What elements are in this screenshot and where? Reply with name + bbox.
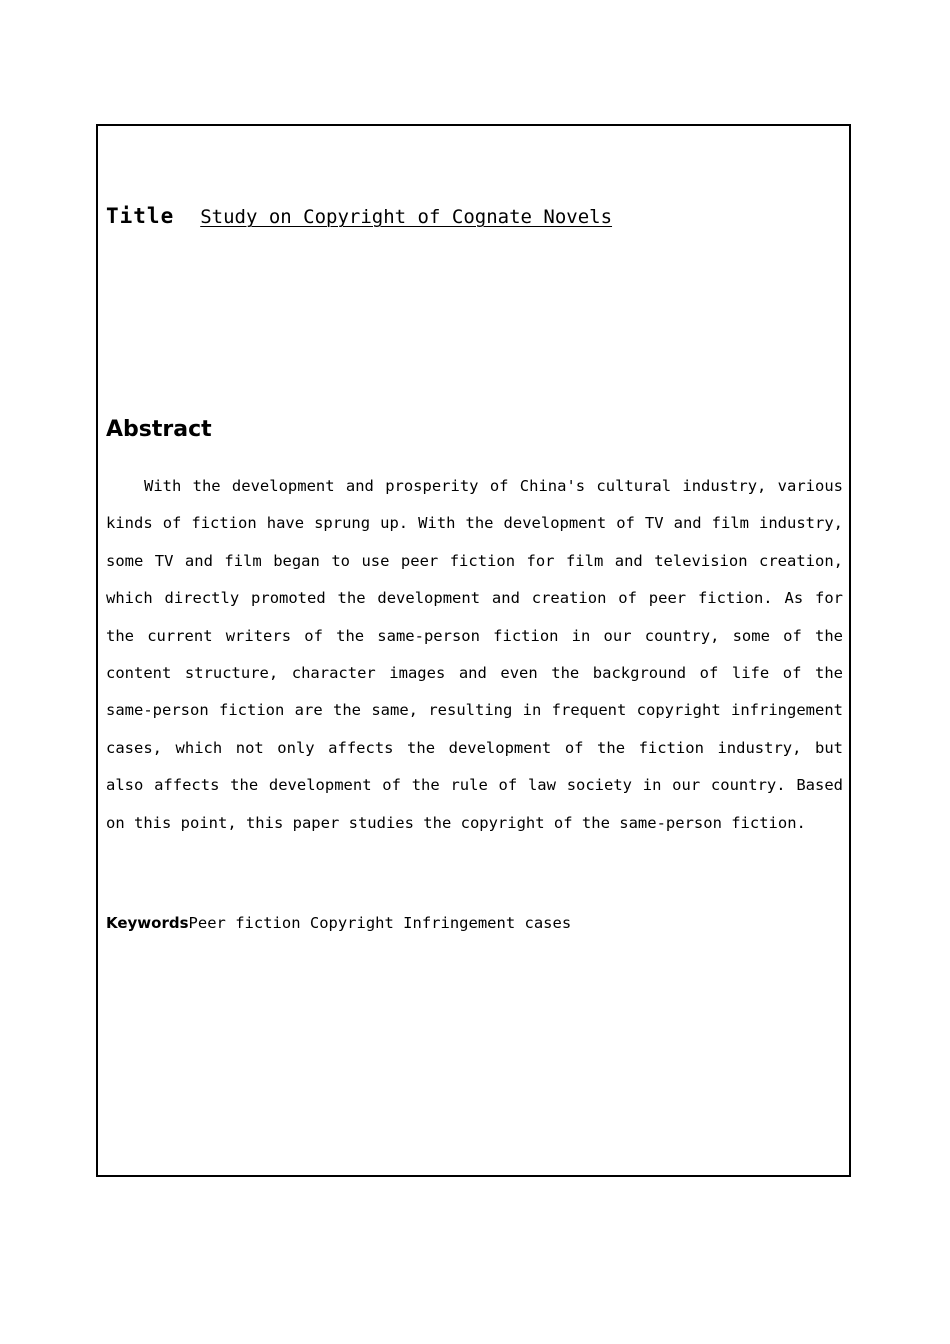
keywords-row (106, 914, 571, 932)
keywords-label: Keywords (106, 914, 189, 932)
title-text: Study on Copyright of Cognate Novels (200, 206, 613, 228)
title-row (106, 204, 612, 228)
keywords-text: Peer fiction Copyright Infringement cases (188, 914, 572, 932)
abstract-heading: Abstract (106, 417, 212, 442)
title-label: Title (106, 204, 175, 228)
abstract-body: With the development and prosperity of China's cultural industry, various kinds of fiction have sprung up. With the development of TV and film industry, some TV and film began to use peer fiction for film and television creation, which directly promoted the development and creation of peer fiction. As for the current writers of the same-person fiction in our country, some of the content structure, character images and even the background of life of the same-person fiction are the same, resulting in frequent copyright infringement cases, which not only affects the development of the fiction industry, but also affects the development of the rule of law society in our country. Based on this point, this paper studies the copyright of the same-person fiction. (106, 477, 843, 832)
